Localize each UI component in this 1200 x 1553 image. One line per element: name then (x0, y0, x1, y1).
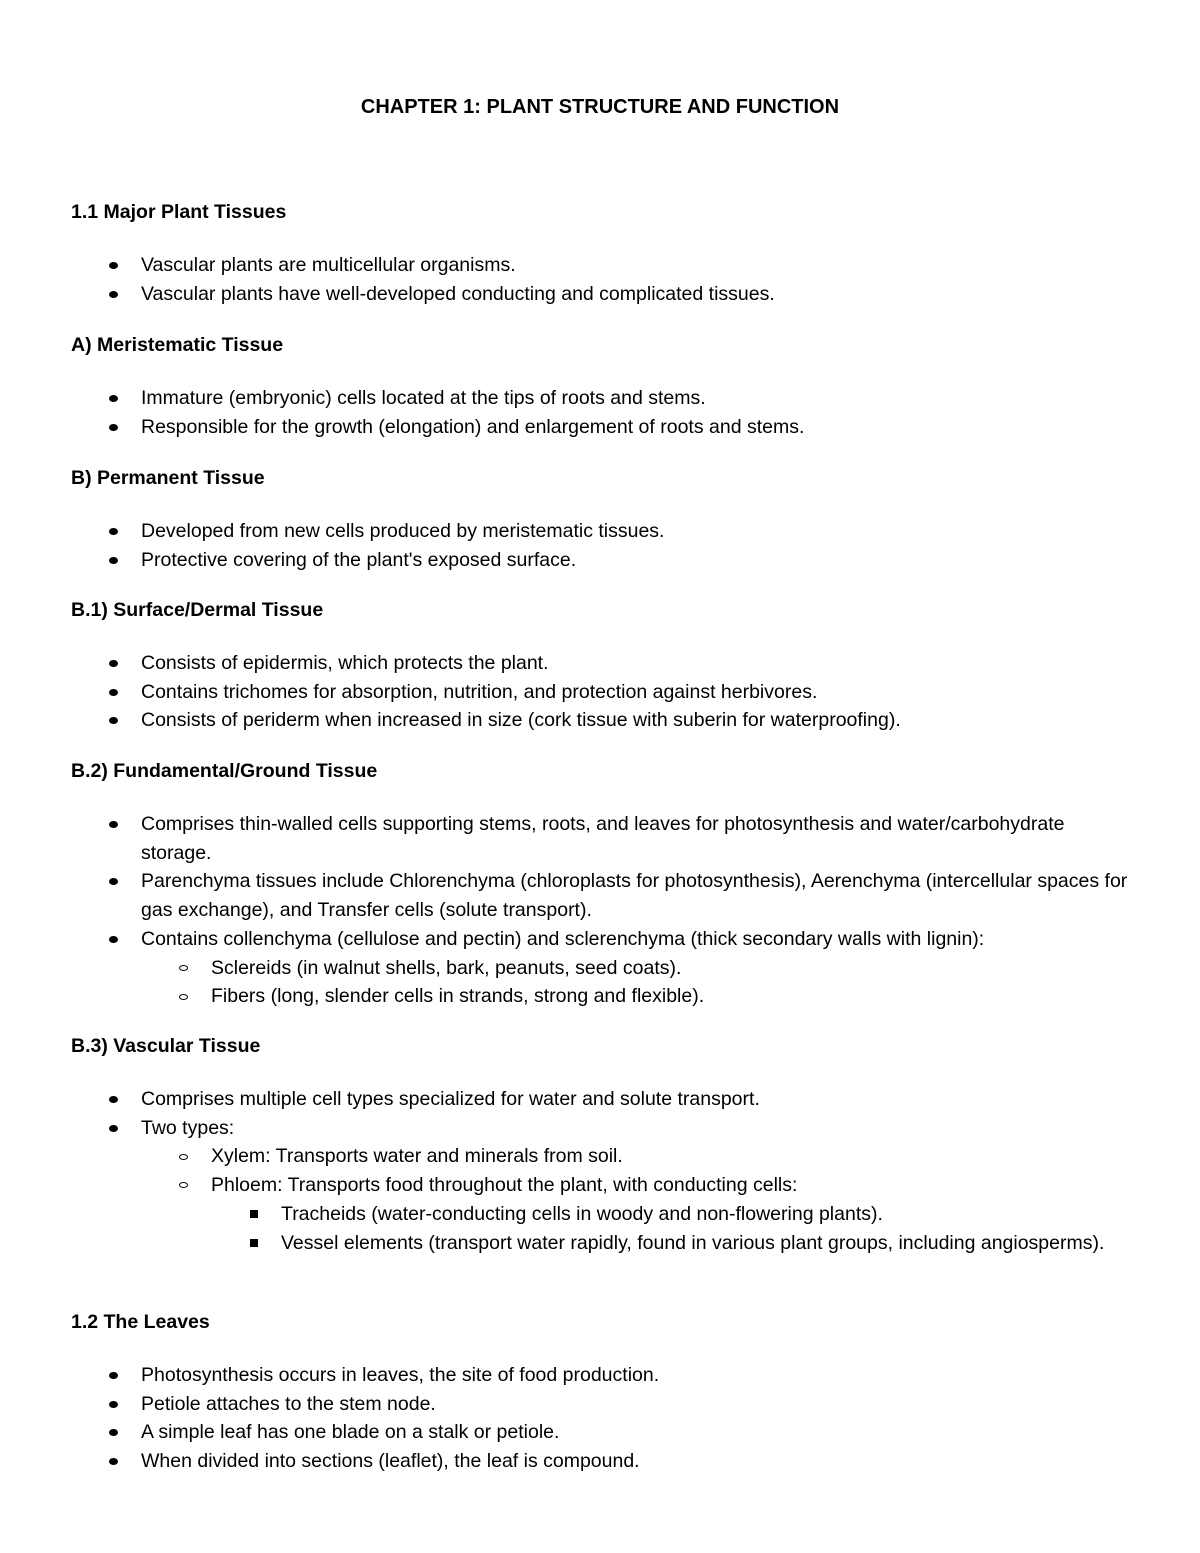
list-item: Immature (embryonic) cells located at the tips of roots and stems. (71, 384, 1131, 413)
list-item: Consists of epidermis, which protects the plant. (71, 649, 1131, 678)
bullet-icon (109, 821, 118, 828)
bullet-icon (109, 1429, 118, 1436)
bullet-icon (109, 557, 118, 564)
square-bullet-icon (250, 1239, 258, 1247)
list-item: Protective covering of the plant's exposed surface. (71, 546, 1131, 575)
bullet-icon (109, 1372, 118, 1379)
chapter-title: CHAPTER 1: PLANT STRUCTURE AND FUNCTION (360, 96, 840, 118)
section-heading: B.3) Vascular Tissue (71, 1035, 261, 1057)
square-bullet-icon (250, 1210, 258, 1218)
section-major-plant-tissues (71, 199, 1131, 308)
bullet-icon (109, 291, 118, 298)
list-item: Vascular plants have well-developed conducting and complicated tissues. (71, 280, 1131, 309)
list-item: Contains trichomes for absorption, nutrition, and protection against herbivores. (71, 678, 1131, 707)
section-heading: B.2) Fundamental/Ground Tissue (71, 760, 378, 782)
hollow-bullet-icon (179, 965, 188, 971)
hollow-bullet-icon (179, 1182, 188, 1188)
section-ground-tissue (71, 758, 1131, 1011)
list-item: Vascular plants are multicellular organisms. (71, 251, 1131, 280)
list-item: Sclereids (in walnut shells, bark, peanuts, seed coats). (141, 954, 1131, 983)
list-item: Phloem: Transports food throughout the plant, with conducting cells: Tracheids (water-conducting cells in woody and non-flowering plants). Vessel elements (transport water rapidly, found in various plant groups, including angiosperms). (141, 1171, 1131, 1257)
bullet-icon (109, 878, 118, 885)
bullet-list (71, 384, 1131, 441)
bullet-icon (109, 689, 118, 696)
hollow-bullet-icon (179, 994, 188, 1000)
bullet-icon (109, 660, 118, 667)
bullet-icon (109, 936, 118, 943)
sub-bullet-list (141, 1142, 1131, 1257)
section-the-leaves (71, 1309, 1131, 1476)
bullet-icon (109, 1401, 118, 1408)
bullet-list (71, 1361, 1131, 1476)
section-dermal-tissue (71, 597, 1131, 735)
sub-bullet-list (141, 954, 1131, 1011)
bullet-icon (109, 1458, 118, 1465)
list-item: Two types: Xylem: Transports water and minerals from soil. Phloem: Transports food throughout the plant, with conducting cells: Tracheids (water-conducting cells in woody and non-flowering plants). Vessel elements (transport water rapidly, found in various plant groups, including angiosperms). (71, 1114, 1131, 1258)
list-item: Tracheids (water-conducting cells in woody and non-flowering plants). (211, 1200, 1131, 1229)
list-item: Xylem: Transports water and minerals from soil. (141, 1142, 1131, 1171)
section-heading: B) Permanent Tissue (71, 467, 265, 489)
section-permanent-tissue (71, 465, 1131, 574)
list-item: A simple leaf has one blade on a stalk or petiole. (71, 1418, 1131, 1447)
section-meristematic-tissue (71, 332, 1131, 441)
bullet-list (71, 517, 1131, 574)
list-item: Contains collenchyma (cellulose and pectin) and sclerenchyma (thick secondary walls with lignin): Sclereids (in walnut shells, bark, peanuts, seed coats). Fibers (long, slender cells in strands, strong and flexible). (71, 925, 1131, 1011)
list-item: Responsible for the growth (elongation) and enlargement of roots and stems. (71, 413, 1131, 442)
list-item: Consists of periderm when increased in size (cork tissue with suberin for waterproofing). (71, 706, 1131, 735)
list-item: Photosynthesis occurs in leaves, the site of food production. (71, 1361, 1131, 1390)
section-heading: 1.1 Major Plant Tissues (71, 201, 287, 223)
list-item: Comprises thin-walled cells supporting stems, roots, and leaves for photosynthesis and water/carbohydrate storage. (71, 810, 1131, 867)
bullet-icon (109, 1125, 118, 1132)
list-item: When divided into sections (leaflet), the leaf is compound. (71, 1447, 1131, 1476)
list-item: Fibers (long, slender cells in strands, strong and flexible). (141, 982, 1131, 1011)
list-item: Developed from new cells produced by meristematic tissues. (71, 517, 1131, 546)
bullet-icon (109, 528, 118, 535)
bullet-list (71, 1085, 1131, 1257)
bullet-list (71, 810, 1131, 1011)
bullet-icon (109, 262, 118, 269)
bullet-icon (109, 1096, 118, 1103)
list-item: Petiole attaches to the stem node. (71, 1390, 1131, 1419)
bullet-icon (109, 717, 118, 724)
section-heading: 1.2 The Leaves (71, 1311, 210, 1333)
section-heading: A) Meristematic Tissue (71, 334, 284, 356)
list-item: Comprises multiple cell types specialized for water and solute transport. (71, 1085, 1131, 1114)
section-heading: B.1) Surface/Dermal Tissue (71, 599, 324, 621)
bullet-icon (109, 395, 118, 402)
sub-sub-bullet-list (211, 1200, 1131, 1257)
bullet-list (71, 649, 1131, 735)
bullet-list (71, 251, 1131, 308)
bullet-icon (109, 424, 118, 431)
hollow-bullet-icon (179, 1154, 188, 1160)
list-item: Vessel elements (transport water rapidly, found in various plant groups, including angiosperms). (211, 1229, 1131, 1258)
list-item: Parenchyma tissues include Chlorenchyma (chloroplasts for photosynthesis), Aerenchyma (intercellular spaces for gas exchange), and Transfer cells (solute transport). (71, 867, 1131, 924)
section-vascular-tissue (71, 1033, 1131, 1257)
